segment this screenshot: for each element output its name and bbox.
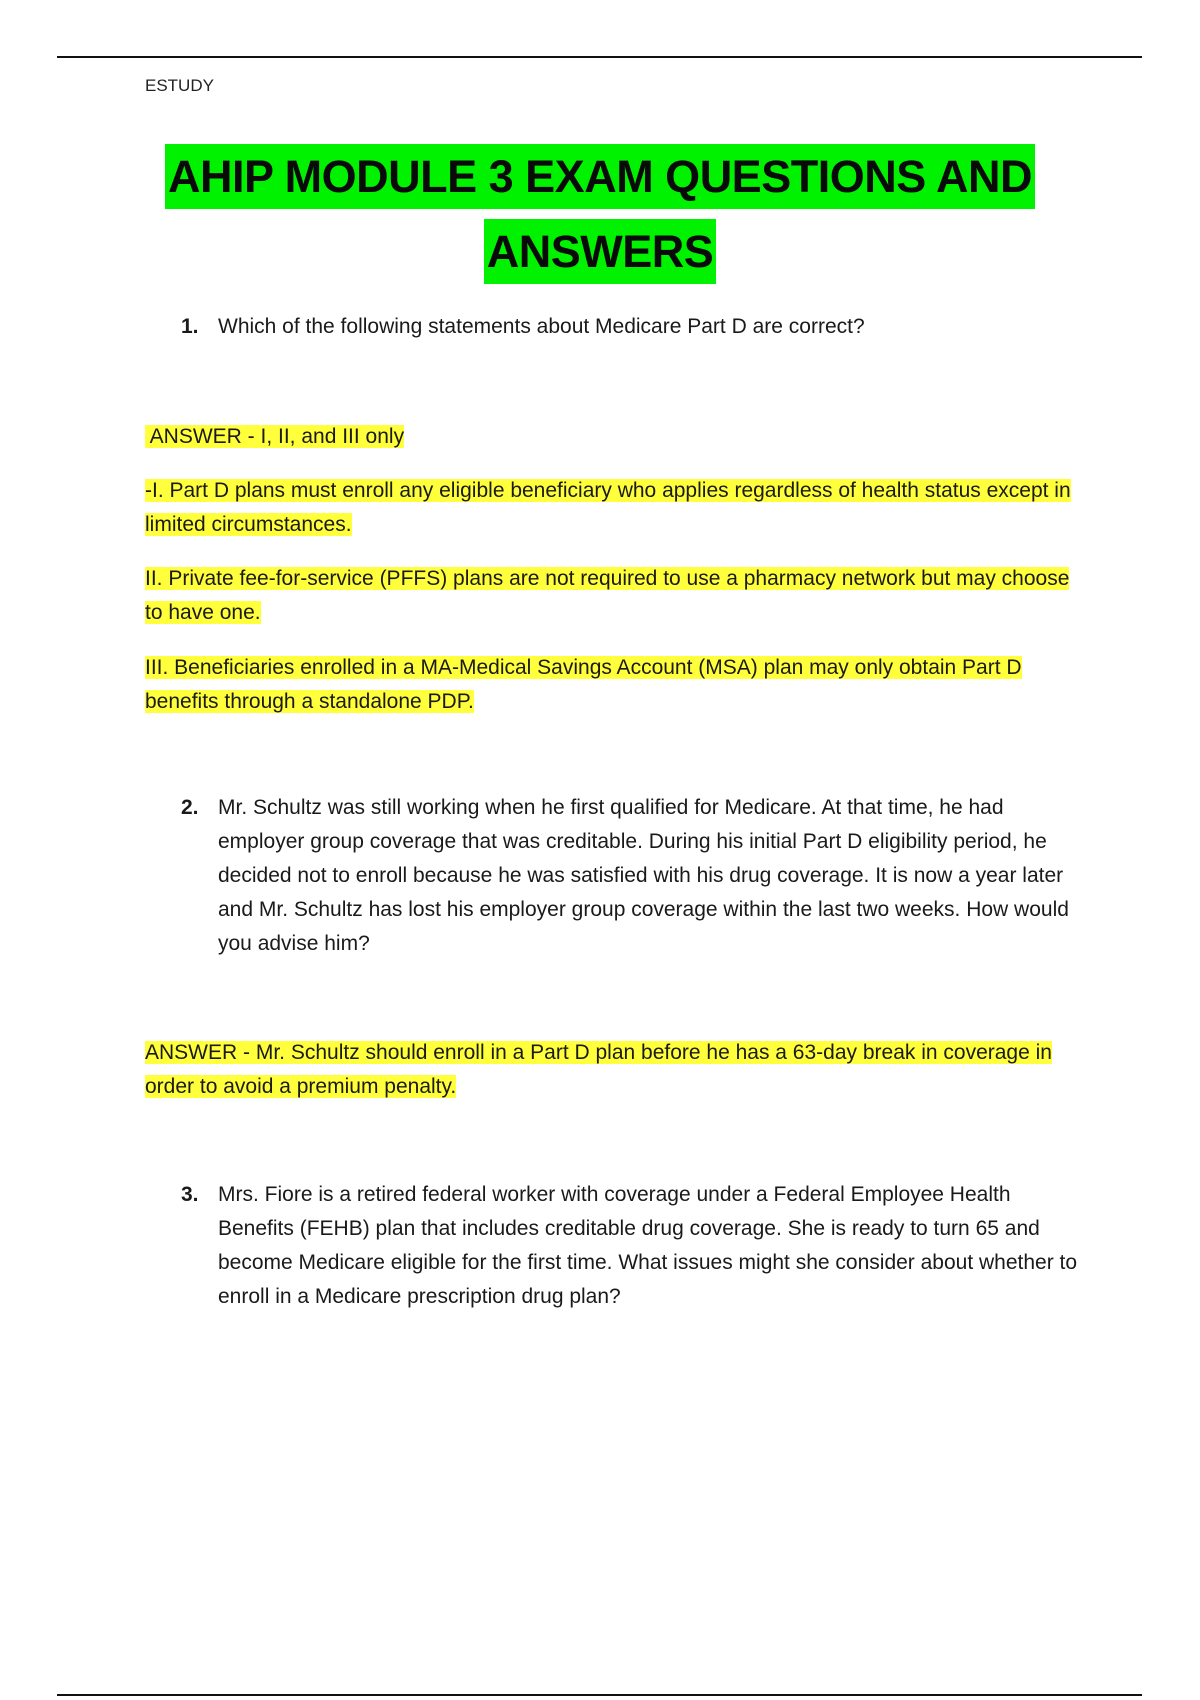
question-number: 1. [181,315,199,338]
title-line-2: ANSWERS [484,219,717,284]
statement-1 [145,474,1080,542]
question-number: 2. [181,796,199,819]
header-label: ESTUDY [145,76,214,95]
page-title [0,144,1200,284]
statement-2 [145,562,1080,630]
statement-text: III. Beneficiaries enrolled in a MA-Medical Savings Account (MSA) plan may only obtain Part D benefits through a standalone PDP. [145,656,1022,713]
question-text: Mrs. Fiore is a retired federal worker with coverage under a Federal Employee Health Benefits (FEHB) plan that includes creditable drug coverage. She is ready to turn 65 and become Medicare eligible for the first time. What issues might she consider about whether to enroll in a Medicare prescription drug plan? [218,1183,1078,1308]
question-3 [181,1178,1081,1314]
statement-text: -I. Part D plans must enroll any eligible beneficiary who applies regardless of health status except in limited circumstances. [145,479,1071,536]
answer-text: ANSWER - I, II, and III only [145,425,405,448]
top-rule [57,56,1142,58]
question-2 [181,791,1081,961]
question-number: 3. [181,1183,199,1206]
answer-text: ANSWER - Mr. Schultz should enroll in a Part D plan before he has a 63-day break in coverage in order to avoid a premium penalty. [145,1041,1052,1098]
statement-text: II. Private fee-for-service (PFFS) plans are not required to use a pharmacy network but may choose to have one. [145,567,1070,624]
answer-1 [145,420,1080,454]
question-1 [181,310,1081,344]
bottom-rule [57,1694,1142,1696]
question-text: Mr. Schultz was still working when he first qualified for Medicare. At that time, he had employer group coverage that was creditable. During his initial Part D eligibility period, he decided not to enroll because he was satisfied with his drug coverage. It is now a year later and Mr. Schultz has lost his employer group coverage within the last two weeks. How would you advise him? [218,796,1069,955]
title-line-1: AHIP MODULE 3 EXAM QUESTIONS AND [165,144,1035,209]
answer-2 [145,1036,1080,1104]
statement-3 [145,651,1080,719]
question-text: Which of the following statements about Medicare Part D are correct? [218,315,865,338]
